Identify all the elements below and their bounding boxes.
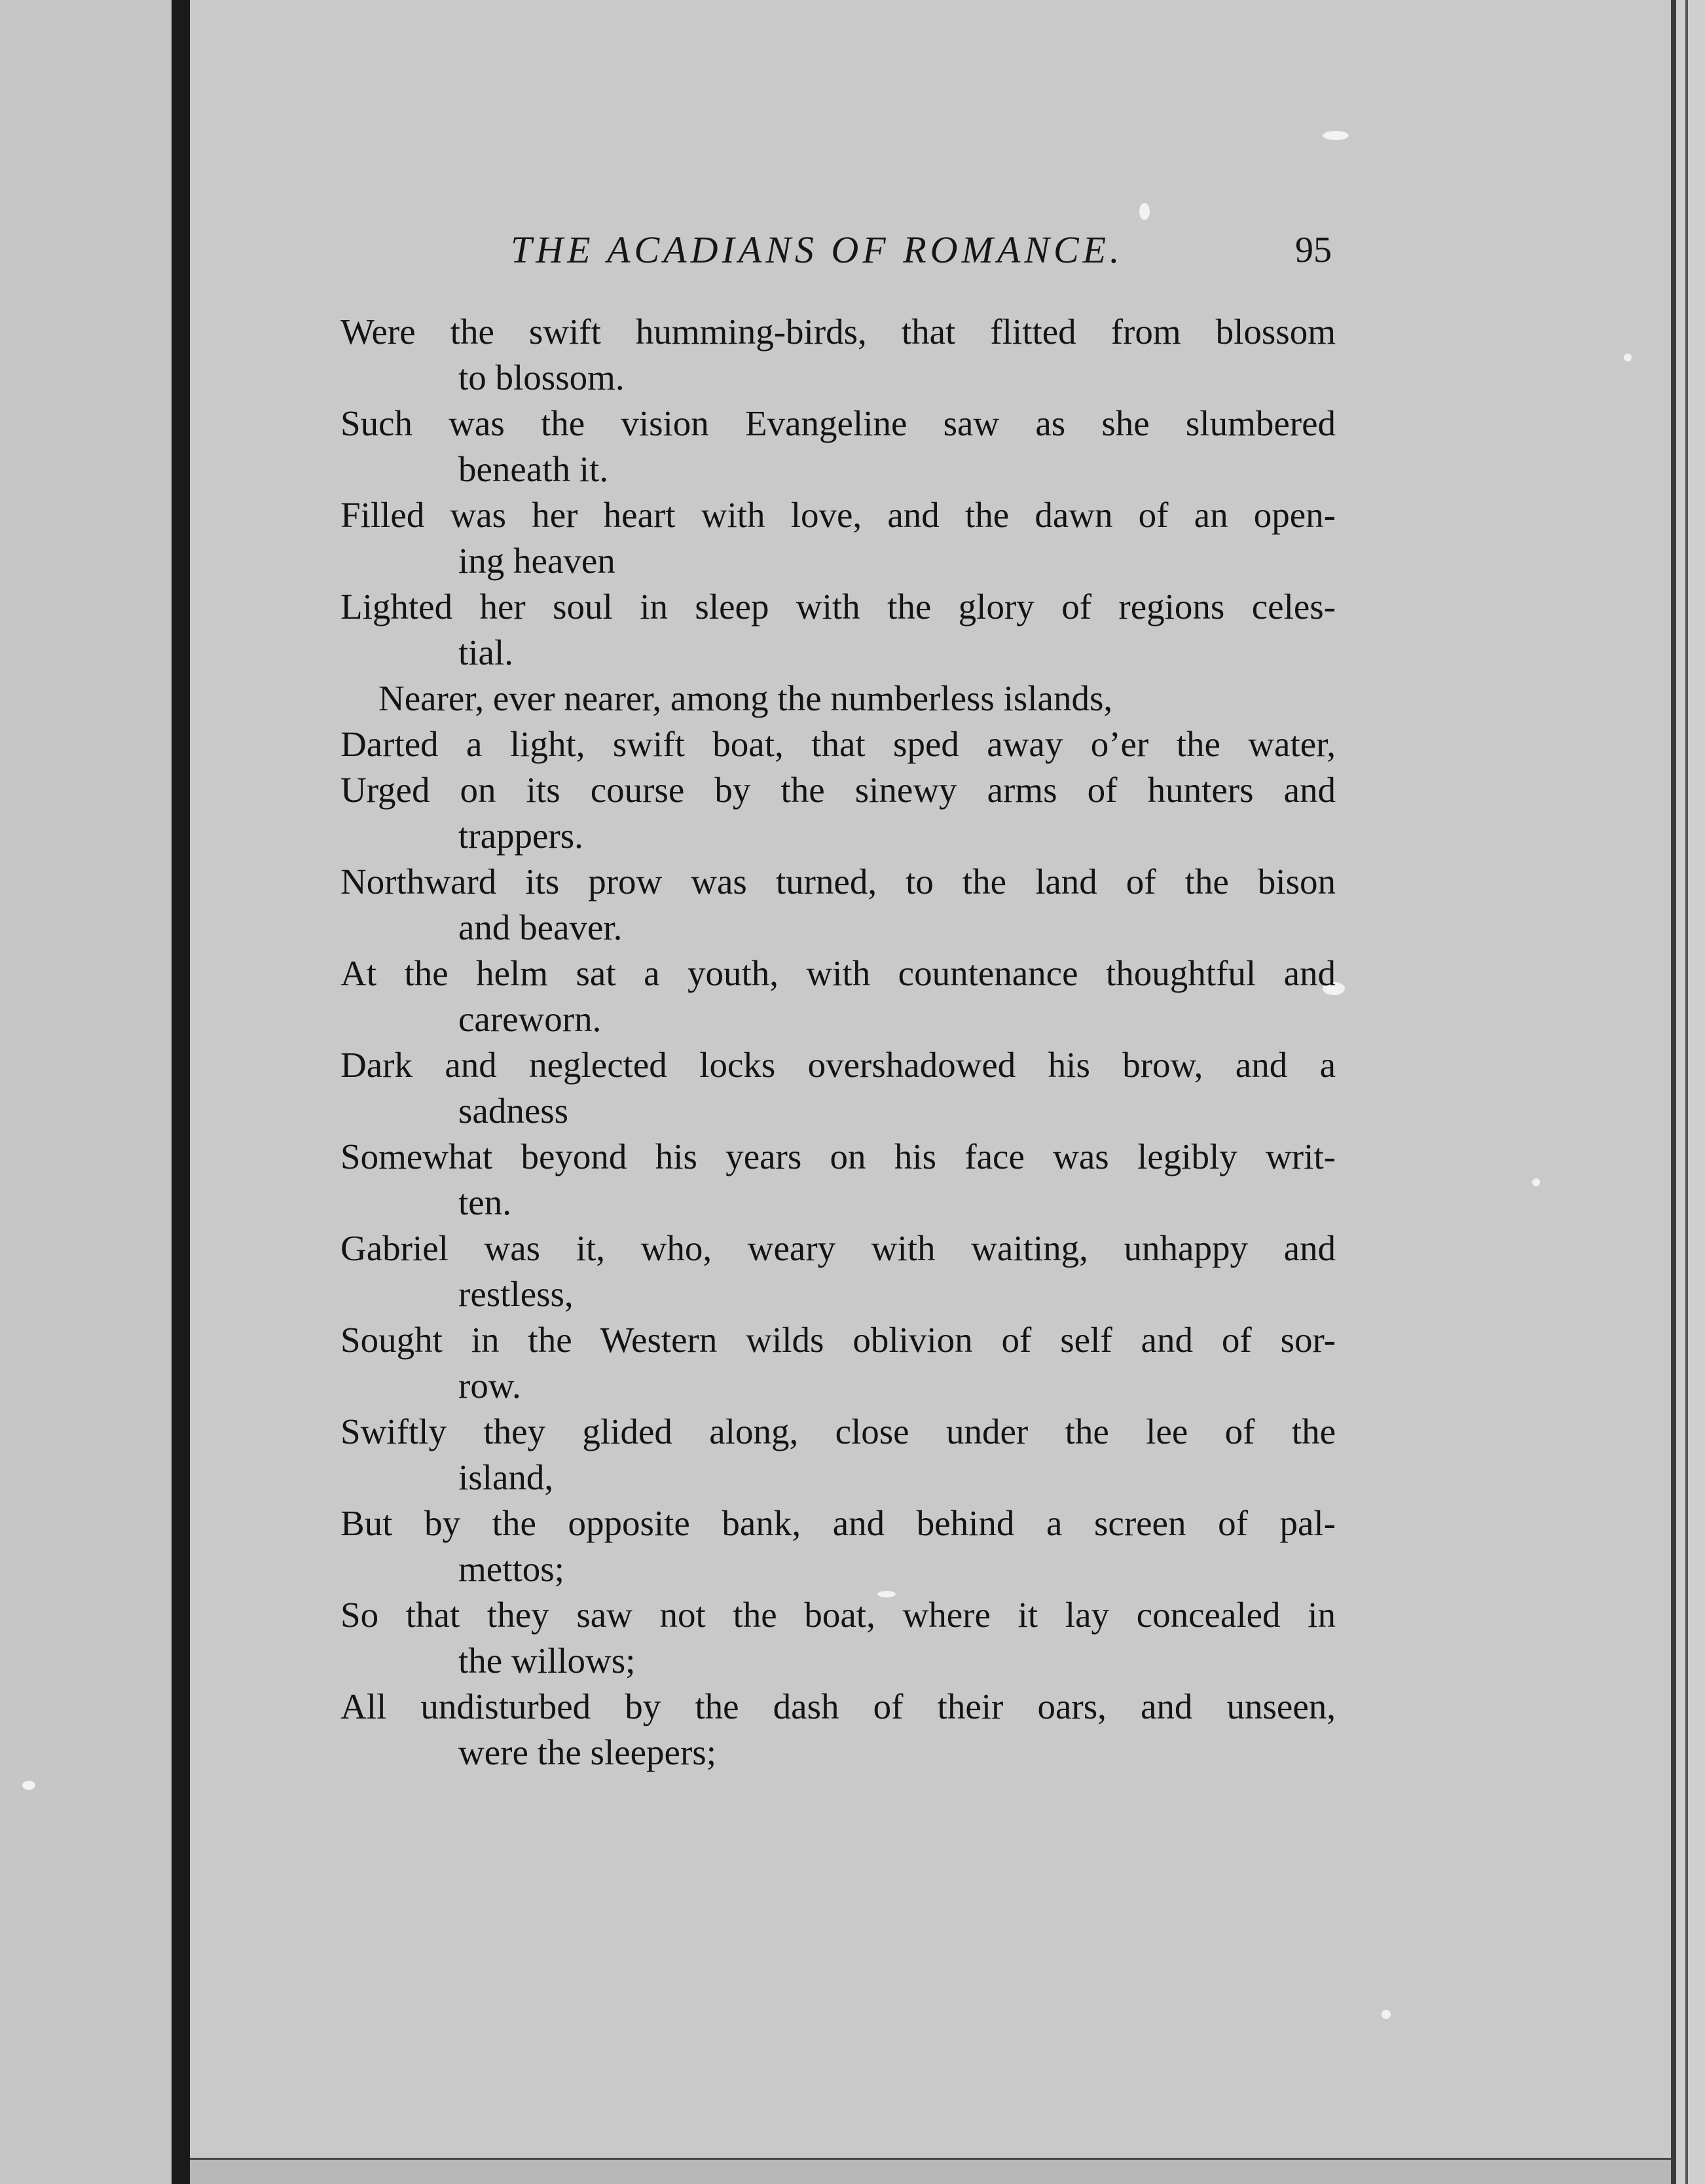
poem-line: to blossom. — [458, 357, 625, 397]
poem-line: ten. — [458, 1182, 511, 1222]
poem-line: Lighted her soul in sleep with the glory of regions celes- — [340, 587, 1336, 627]
poem-line: So that they saw not the boat, where it lay concealed in — [340, 1595, 1336, 1635]
poem-line: Sought in the Western wilds oblivion of self and of sor- — [340, 1320, 1336, 1360]
poem-line: careworn. — [458, 999, 602, 1039]
poem-line: mettos; — [458, 1549, 564, 1589]
poem-line: All undisturbed by the dash of their oars, and unseen, — [340, 1686, 1336, 1726]
poem-line: island, — [458, 1457, 554, 1497]
poem-line: But by the opposite bank, and behind a screen of pal- — [340, 1503, 1336, 1543]
poem-line: restless, — [458, 1274, 574, 1314]
bottom-edge — [190, 2158, 1671, 2184]
poem-line: Northward its prow was turned, to the land of the bison — [340, 862, 1336, 901]
poem-line: sadness — [458, 1091, 569, 1131]
right-edge-line — [1685, 0, 1688, 2184]
right-margin — [1676, 0, 1705, 2184]
poem-line: beneath it. — [458, 449, 609, 489]
poem-line: and beaver. — [458, 907, 623, 947]
poem-line: At the helm sat a youth, with countenance thoughtful and — [340, 953, 1336, 993]
poem-line: tial. — [458, 632, 514, 672]
poem-line: Were the swift humming-birds, that flitted from blossom — [340, 312, 1336, 352]
poem-line: Dark and neglected locks overshadowed his brow, and a — [340, 1045, 1336, 1085]
poem-line: were the sleepers; — [458, 1732, 716, 1772]
poem-line: Filled was her heart with love, and the dawn of an open- — [340, 495, 1336, 535]
binding-shadow — [172, 0, 190, 2184]
poem-line: the willows; — [458, 1641, 636, 1681]
page-edge-shadow — [1671, 0, 1676, 2184]
scan-speck — [1624, 354, 1632, 361]
scan-speck — [1382, 2010, 1391, 2019]
poem-line: Swiftly they glided along, close under the lee of the — [340, 1411, 1336, 1451]
scan-speck — [1139, 203, 1150, 220]
scan-speck — [1323, 131, 1349, 140]
poem-line: Nearer, ever nearer, among the numberless islands, — [378, 678, 1113, 718]
poem-line: Darted a light, swift boat, that sped away o’er the water, — [340, 724, 1336, 764]
poem-line: row. — [458, 1366, 521, 1406]
poem-line: Gabriel was it, who, weary with waiting, unhappy and — [340, 1228, 1336, 1268]
poem-line: Urged on its course by the sinewy arms of hunters and — [340, 770, 1336, 810]
poem-line: trappers. — [458, 816, 583, 856]
running-head: THE ACADIANS OF ROMANCE. — [511, 228, 1124, 271]
poem-text — [340, 309, 1336, 1775]
scan-speck — [1532, 1178, 1540, 1186]
poem-line: ing heaven — [458, 541, 615, 581]
poem-line: Somewhat beyond his years on his face was legibly writ- — [340, 1137, 1336, 1176]
poem-line: Such was the vision Evangeline saw as she slumbered — [340, 403, 1336, 443]
scan-speck — [22, 1781, 35, 1790]
left-margin — [0, 0, 172, 2184]
page-number: 95 — [1295, 230, 1332, 270]
